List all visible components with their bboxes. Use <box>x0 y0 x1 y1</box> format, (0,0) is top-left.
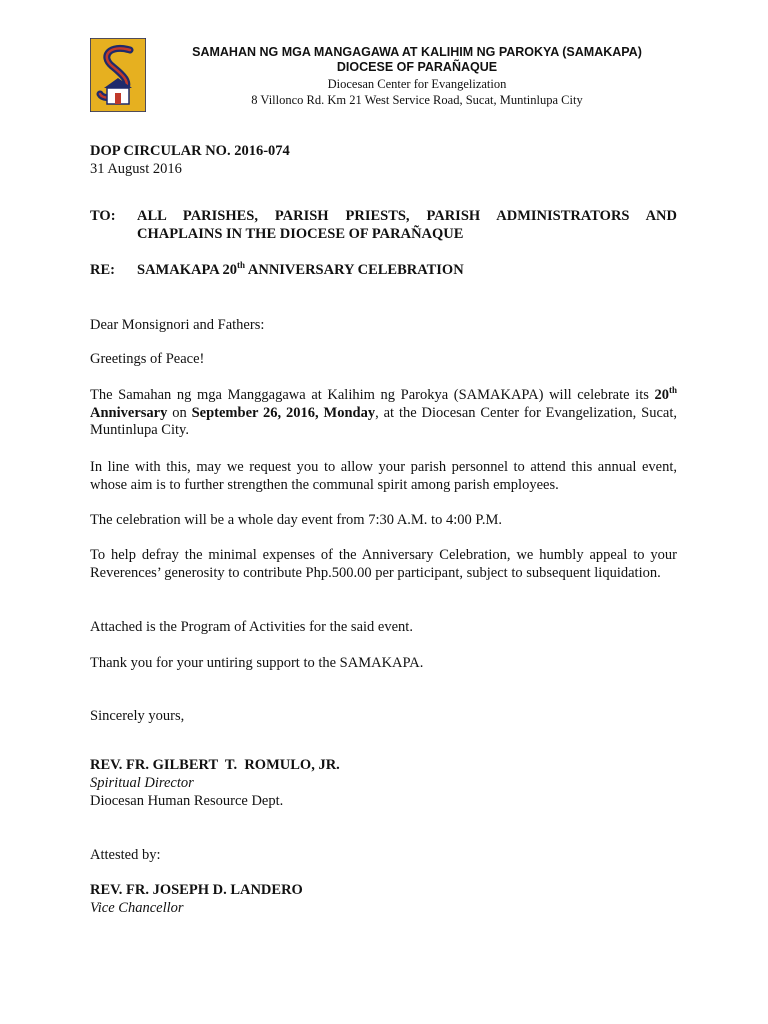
paragraph-attachment: Attached is the Program of Activities for the said event. <box>90 619 413 635</box>
p1-text-c: , at the Diocesan Center for Evangelization, Sucat, Muntinlupa City. <box>90 404 677 438</box>
re-text-after: ANNIVERSARY CELEBRATION <box>245 262 464 278</box>
diocese-name: DIOCESE OF PARAÑAQUE <box>336 60 498 74</box>
samakapa-logo-icon <box>90 38 146 112</box>
to-recipients: ALL PARISHES, PARISH PRIESTS, PARISH ADMINISTRATORS AND CHAPLAINS IN THE DIOCESE OF PARAÑAQUE <box>137 208 677 242</box>
signer2-name: REV. FR. JOSEPH D. LANDERO <box>90 882 303 898</box>
p1-text-b: on <box>167 404 192 421</box>
re-label: RE: <box>90 262 115 278</box>
re-subject <box>137 262 677 280</box>
circular-date: 31 August 2016 <box>90 161 182 177</box>
paragraph-thanks: Thank you for your untiring support to the SAMAKAPA. <box>90 655 424 671</box>
p1-text-a: The Samahan ng mga Manggagawa at Kalihim ng Parokya (SAMAKAPA) will celebrate its <box>90 387 655 403</box>
closing-sincerely: Sincerely yours, <box>90 708 185 724</box>
p1-event-date: September 26, 2016, Monday <box>191 404 376 421</box>
greeting: Greetings of Peace! <box>90 351 205 367</box>
paragraph-announcement <box>90 387 677 440</box>
re-text-before: SAMAKAPA 20 <box>137 262 238 278</box>
center-name: Diocesan Center for Evangelization <box>327 77 507 91</box>
p1-sup: th <box>668 385 677 395</box>
paragraph-schedule: The celebration will be a whole day event from 7:30 A.M. to 4:00 P.M. <box>90 512 502 528</box>
paragraph-contribution: To help defray the minimal expenses of the Anniversary Celebration, we humbly appeal to your Reverences’ generosity to contribute Php.500.00 per participant, subject to subsequent liquidation. <box>90 547 677 581</box>
address: 8 Villonco Rd. Km 21 West Service Road, Sucat, Muntinlupa City <box>251 93 583 107</box>
to-label: TO: <box>90 208 116 224</box>
attested-by: Attested by: <box>90 847 161 863</box>
signer1-name: REV. FR. GILBERT T. ROMULO, JR. <box>90 757 340 773</box>
paragraph-request: In line with this, may we request you to allow your parish personnel to attend this annual event, whose aim is to further strengthen the communal spirit among parish employees. <box>90 459 677 493</box>
signer1-title: Spiritual Director <box>90 775 194 791</box>
re-sup: th <box>237 260 246 270</box>
p1-anniversary-number: 20 <box>654 387 669 403</box>
circular-number: DOP CIRCULAR NO. 2016-074 <box>90 143 290 159</box>
signer1-dept: Diocesan Human Resource Dept. <box>90 793 284 809</box>
org-name: SAMAHAN NG MGA MANGAGAWA AT KALIHIM NG PAROKYA (SAMAKAPA) <box>192 45 642 59</box>
signer2-title: Vice Chancellor <box>90 900 184 916</box>
p1-anniversary-word: Anniversary <box>90 404 168 421</box>
salutation: Dear Monsignori and Fathers: <box>90 317 265 333</box>
